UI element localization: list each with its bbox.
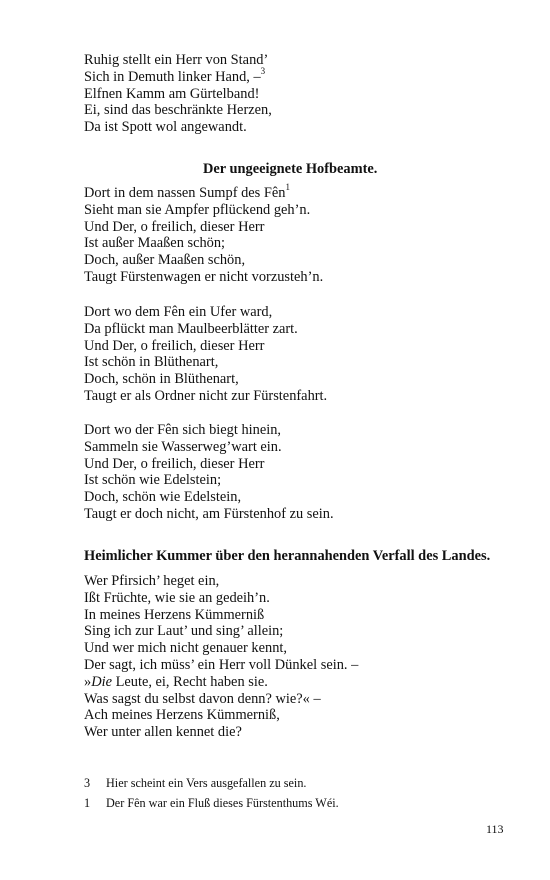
footnote [84, 793, 339, 813]
footnote-marker: 1 [285, 182, 290, 193]
poem-title: Heimlicher Kummer über den herannahenden Verfall des Landes. [84, 548, 491, 564]
verse-line: Da pflückt man Maulbeerblätter zart. [84, 320, 298, 337]
poem2-stanza [84, 573, 358, 741]
verse-line: Ach meines Herzens Kümmerniß, [84, 707, 280, 724]
page-number: 113 [486, 822, 504, 836]
verse-line: Und Der, o freilich, dieser Herr [84, 337, 265, 354]
intro-stanza [84, 52, 272, 136]
footnote-marker: 3 [260, 66, 266, 76]
verse-line: Dort wo der Fên sich biegt hinein, [84, 422, 282, 438]
verse-line: Elfnen Kamm am Gürtelband! [84, 85, 260, 102]
poem1-stanza-3 [84, 422, 334, 523]
verse-line: Ist schön in Blüthenart, [84, 354, 219, 371]
verse-line: Wer unter allen kennet die? [84, 724, 242, 741]
footnotes [84, 773, 339, 813]
verse-line: Und wer mich nicht genauer kennt, [84, 640, 288, 657]
footnote-number: 1 [84, 796, 91, 810]
verse-line: Wer Pfirsich’ heget ein, [84, 573, 220, 589]
poem1-stanza-1 [84, 182, 324, 286]
verse-line: Der sagt, ich müss’ ein Herr voll Dünkel sein. – [84, 656, 359, 673]
verse-line: Und Der, o freilich, dieser Herr [84, 218, 265, 235]
verse-line: Dort wo dem Fên ein Ufer ward, [84, 304, 273, 320]
footnote-text: Hier scheint ein Vers ausgefallen zu sein. [106, 776, 307, 790]
poem-title: Der ungeeignete Hofbeamte. [203, 161, 378, 177]
verse-line-italic-lead [84, 674, 358, 691]
footnote [84, 773, 339, 793]
verse-line: Doch, außer Maaßen schön, [84, 252, 246, 269]
verse-line: Sammeln sie Wasserweg’wart ein. [84, 438, 282, 455]
italic-word: Die [91, 673, 112, 690]
open-quote: » [84, 673, 92, 690]
verse-line-text: Sich in Demuth linker Hand, – [84, 68, 261, 85]
poem1-stanza-2 [84, 304, 327, 405]
verse-line-text: Dort in dem nassen Sumpf des Fên [84, 185, 286, 201]
verse-line: Was sagst du selbst davon denn? wie?« – [84, 690, 321, 707]
verse-line: Da ist Spott wol angewandt. [84, 119, 247, 136]
verse-line: Taugt Fürstenwagen er nicht vorzusteh’n. [84, 268, 324, 285]
verse-line: Sieht man sie Ampfer pflückend geh’n. [84, 201, 311, 218]
verse-line: Sing ich zur Laut’ und sing’ allein; [84, 623, 284, 640]
verse-line-with-note [84, 182, 323, 202]
verse-line: Ruhig stellt ein Herr von Stand’ [84, 52, 269, 68]
verse-line: Taugt er doch nicht, am Fürstenhof zu sein. [84, 505, 334, 522]
verse-line: In meines Herzens Kümmerniß [84, 606, 265, 623]
footnote-text: Der Fên war ein Fluß dieses Fürstenthums Wéi. [106, 796, 339, 810]
verse-line: Ißt Früchte, wie sie an gedeih’n. [84, 589, 270, 606]
verse-line-with-note [84, 66, 272, 86]
verse-line: Doch, schön in Blüthenart, [84, 371, 239, 388]
verse-line: Ist schön wie Edelstein; [84, 472, 222, 489]
verse-line-text: Leute, ei, Recht haben sie. [111, 673, 268, 690]
verse-line: Ei, sind das beschränkte Herzen, [84, 102, 272, 119]
verse-line: Doch, schön wie Edelstein, [84, 489, 242, 506]
verse-line: Ist außer Maaßen schön; [84, 235, 226, 252]
footnote-number: 3 [84, 776, 91, 790]
verse-line: Taugt er als Ordner nicht zur Fürstenfahrt. [84, 387, 328, 404]
verse-line: Und Der, o freilich, dieser Herr [84, 455, 265, 472]
